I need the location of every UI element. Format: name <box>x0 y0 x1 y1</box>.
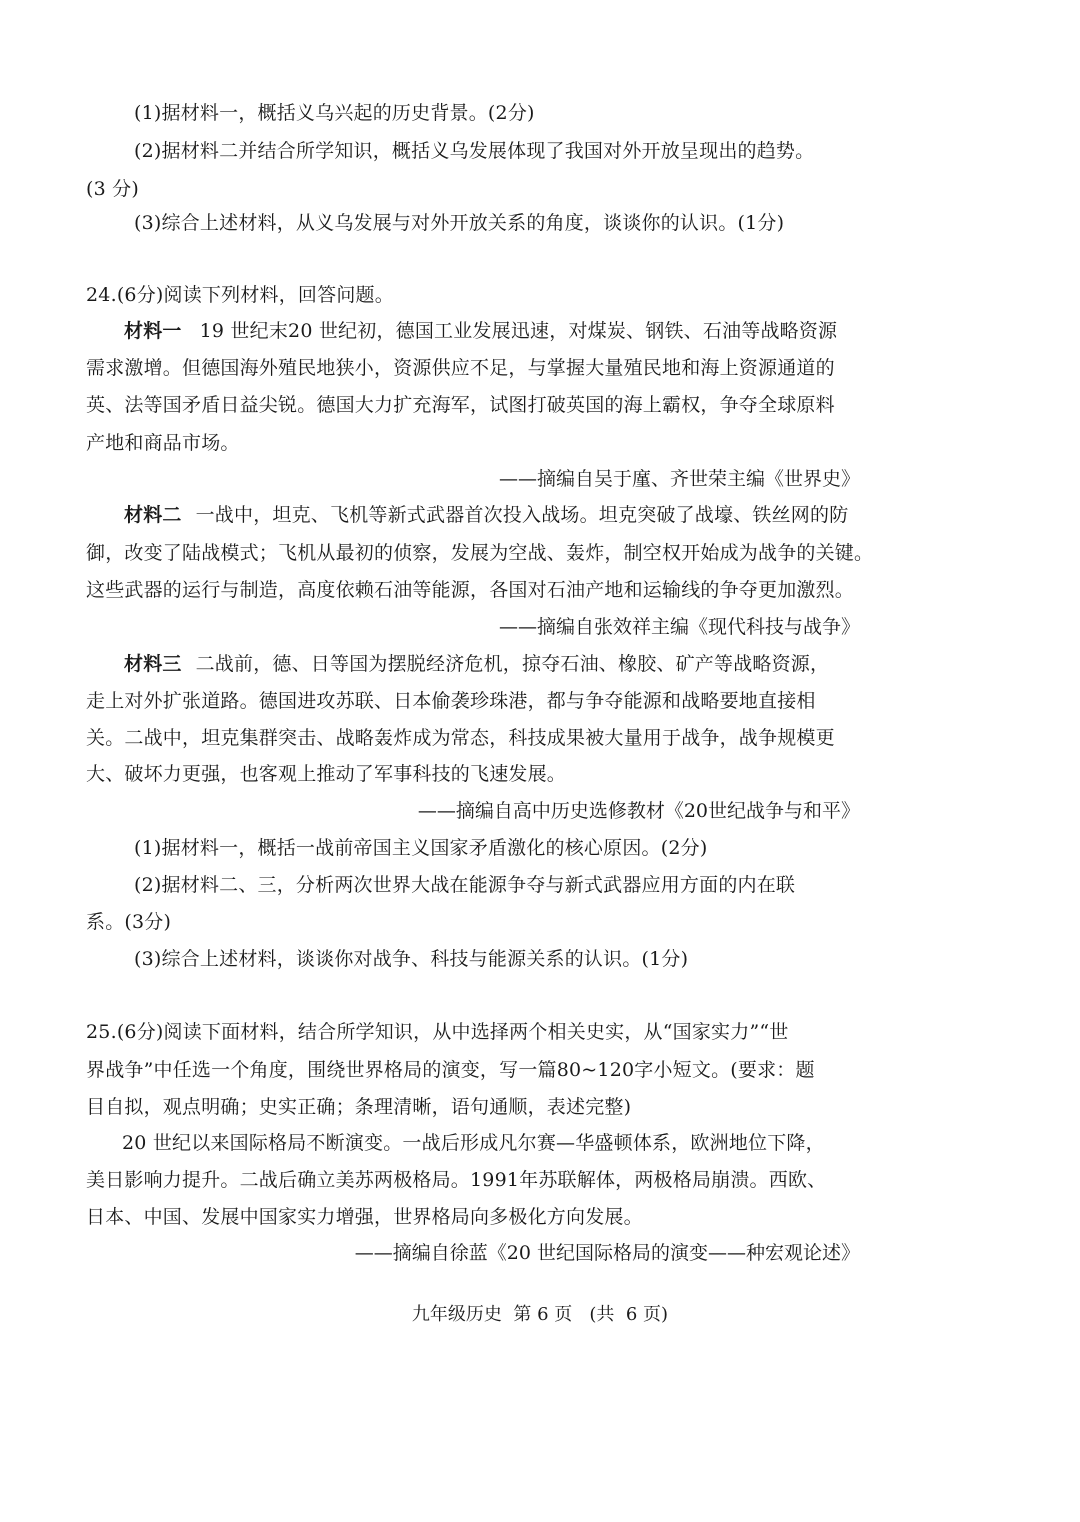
q24-material2-label: 材料二 <box>124 504 182 526</box>
q25-material-line1: 20 世纪以来国际格局不断演变。一战后形成凡尔赛—华盛顿体系，欧洲地位下降， <box>122 1132 825 1154</box>
q24-sub1: (1)据材料一，概括一战前帝国主义国家矛盾激化的核心原因。(2分) <box>134 837 708 859</box>
q24-material3-label: 材料三 <box>124 653 182 675</box>
q23-sub2: (2)据材料二并结合所学知识，概括义乌发展体现了我国对外开放呈现出的趋势。 <box>134 140 815 162</box>
q24-material1-label: 材料一 <box>124 320 182 342</box>
q24-material1-source: ——摘编自吴于廑、齐世荣主编《世界史》 <box>498 468 860 490</box>
q25-line2: 界战争”中任选一个角度，围绕世界格局的演变，写一篇80~120字小短文。(要求：题 <box>86 1059 815 1081</box>
q24-material1-line1: 材料一 19 世纪末20 世纪初，德国工业发展迅速，对煤炭、钢铁、石油等战略资源 <box>124 320 838 342</box>
q24-material3-line4: 大、破坏力更强，也客观上推动了军事科技的飞速发展。 <box>86 763 567 785</box>
q24-material1-line2: 需求激增。但德国海外殖民地狭小，资源供应不足，与掌握大量殖民地和海上资源通道的 <box>86 357 835 379</box>
q25-material-line2: 美日影响力提升。二战后确立美苏两极格局。1991年苏联解体，两极格局崩溃。西欧、 <box>86 1169 827 1191</box>
q23-sub2-score: (3 分) <box>86 178 139 200</box>
q24-sub2: (2)据材料二、三，分析两次世界大战在能源争夺与新式武器应用方面的内在联 <box>134 874 796 896</box>
q24-sub3: (3)综合上述材料，谈谈你对战争、科技与能源关系的认识。(1分) <box>134 948 689 970</box>
q24-material2-line1: 材料二 一战中，坦克、飞机等新式武器首次投入战场。坦克突破了战壕、铁丝网的防 <box>124 504 849 526</box>
q24-material2-line3: 这些武器的运行与制造，高度依赖石油等能源，各国对石油产地和运输线的争夺更加激烈。 <box>86 579 855 601</box>
q23-sub3: (3)综合上述材料，从义乌发展与对外开放关系的角度，谈谈你的认识。(1分) <box>134 212 785 234</box>
page-footer: 九年级历史 第 6 页 (共 6 页) <box>411 1304 669 1325</box>
q24-material1-line4: 产地和商品市场。 <box>86 432 240 454</box>
q25-line1: 25.(6分)阅读下面材料，结合所学知识，从中选择两个相关史实，从“国家实力”“世 <box>86 1021 789 1043</box>
q24-material1-line3: 英、法等国矛盾日益尖锐。德国大力扩充海军，试图打破英国的海上霸权，争夺全球原料 <box>86 394 835 416</box>
q24-material3-line1: 材料三 二战前，德、日等国为摆脱经济危机，掠夺石油、橡胶、矿产等战略资源， <box>124 653 830 675</box>
q24-material2-line2: 御，改变了陆战模式；飞机从最初的侦察，发展为空战、轰炸，制空权开始成为战争的关键。 <box>86 542 874 564</box>
q24-material3-source: ——摘编自高中历史选修教材《20世纪战争与和平》 <box>417 800 860 822</box>
q23-sub1: (1)据材料一，概括义乌兴起的历史背景。(2分) <box>134 102 535 124</box>
q25-material-source: ——摘编自徐蓝《20 世纪国际格局的演变——种宏观论述》 <box>354 1242 860 1264</box>
q24-material2-source: ——摘编自张效祥主编《现代科技与战争》 <box>498 616 860 638</box>
q25-material-line3: 日本、中国、发展中国家实力增强，世界格局向多极化方向发展。 <box>86 1206 643 1228</box>
q25-line3: 目自拟，观点明确；史实正确；条理清晰，语句通顺，表述完整) <box>86 1096 632 1118</box>
q24-material3-line2: 走上对外扩张道路。德国进攻苏联、日本偷袭珍珠港，都与争夺能源和战略要地直接相 <box>86 690 816 712</box>
q24-header: 24.(6分)阅读下列材料，回答问题。 <box>86 284 394 306</box>
q24-material3-line3: 关。二战中，坦克集群突击、战略轰炸成为常态，科技成果被大量用于战争，战争规模更 <box>86 727 835 749</box>
q24-sub2-cont: 系。(3分) <box>86 911 172 933</box>
